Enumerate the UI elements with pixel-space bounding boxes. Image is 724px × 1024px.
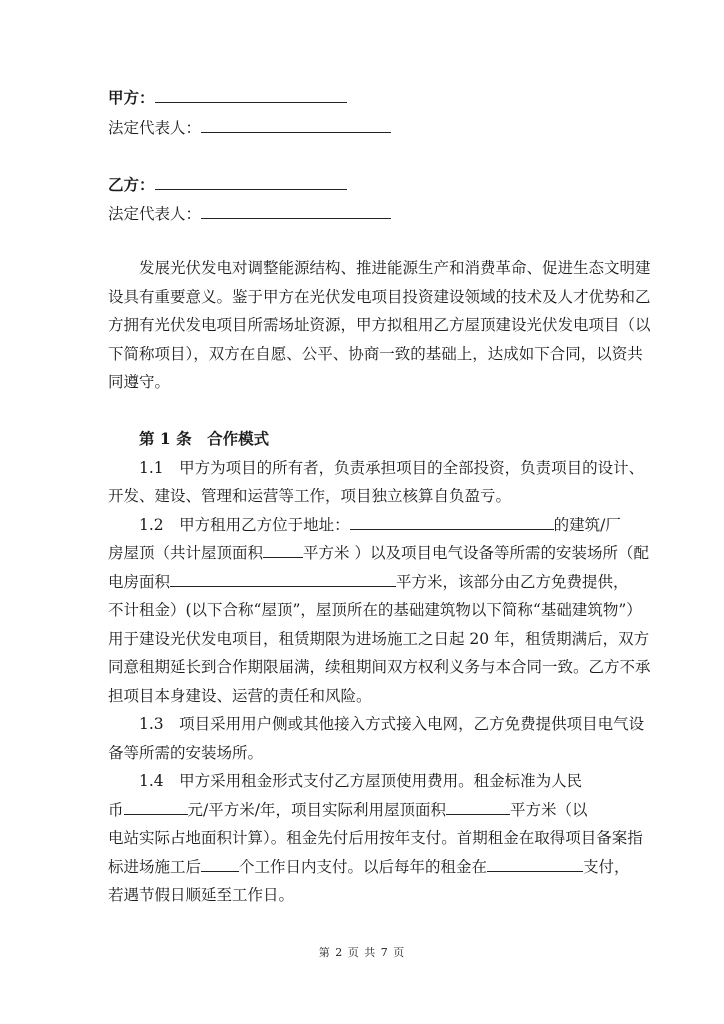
roof-area-blank [263, 543, 303, 558]
preamble-line: 下简称项目），双方在自愿、公平、协商一致的基础上，达成如下合同，以资共 [108, 344, 643, 363]
clause-1-4-line: 电站实际占地面积计算）。租金先付后用按年支付。首期租金在取得项目备案指 [108, 829, 643, 847]
clause-1-2-line: 不计租金）(以下合称“屋顶”，屋顶所在的基础建筑物以下简称“基础建筑物”） [108, 601, 642, 619]
used-roof-area-blank [446, 800, 510, 815]
preamble-line: 同遵守。 [108, 373, 171, 391]
party-b-label: 乙方： [108, 175, 155, 194]
payment-days-blank [201, 857, 239, 872]
clause-text: 平方米 ）以及项目电气设备等所需的安装场所（配 [303, 544, 649, 562]
rep-a-label: 法定代表人： [108, 119, 202, 137]
clause-text: 1.2 甲方租用乙方位于地址： [139, 515, 350, 534]
clause-1-4-line [108, 853, 628, 882]
clause-text: 标进场施工后 [108, 857, 202, 876]
clause-1-4-line: 1.4 甲方采用租金形式支付乙方屋顶使用费用。租金标准为人民 [139, 772, 583, 790]
clause-1-1-line: 1.1 甲方为项目的所有者，负责承担项目的全部投资，负责项目的设计、 [139, 458, 645, 477]
clause-1-2-line: 担项目本身建设、运营的责任和风险。 [108, 686, 372, 705]
address-blank [350, 515, 554, 530]
preamble-line: 设具有重要意义。鉴于甲方在光伏发电项目投资建设领域的技术及人才优势和乙 [108, 287, 651, 306]
rep-b-line [108, 204, 391, 224]
clause-text: 电房面积 [108, 572, 171, 591]
clause-text: 平方米，该部分由乙方免费提供， [396, 572, 629, 591]
party-a-label: 甲方： [108, 88, 155, 107]
clause-1-4-line [108, 796, 628, 825]
clause-text: 的建筑/厂 [553, 515, 621, 534]
party-a-blank [155, 88, 347, 103]
clause-1-2-line [108, 539, 649, 568]
article-1 [108, 425, 651, 910]
party-a-line [108, 88, 347, 108]
preamble-paragraph [108, 254, 651, 397]
rep-b-blank [201, 204, 391, 219]
clause-text: 支付， [583, 857, 630, 876]
article-heading: 第 1 条 合作模式 [139, 429, 270, 448]
clause-1-2-line: 同意租期延长到合作期限届满，续租期间双方权利义务与本合同一致。乙方不承 [108, 658, 651, 676]
clause-1-3-line: 1.3 项目采用用户侧或其他接入方式接入电网，乙方免费提供项目电气设 [139, 715, 645, 733]
clause-1-2-line: 用于建设光伏发电项目，租赁期限为进场施工之日起 20 年，租赁期满后，双方 [108, 629, 650, 648]
rep-a-line [108, 118, 391, 138]
rep-b-label: 法定代表人： [108, 205, 202, 223]
clause-text: 币 [108, 800, 124, 819]
power-room-area-blank [170, 572, 396, 587]
page-footer: 第 2 页 共 7 页 [318, 946, 406, 959]
clause-1-2-line [108, 568, 628, 597]
preamble-line: 发展光伏发电对调整能源结构、推进能源生产和消费革命、促进生态文明建 [139, 259, 651, 277]
clause-text: 房屋顶（共计屋顶面积 [108, 544, 264, 562]
clause-1-4-line: 若遇节假日顺延至工作日。 [108, 886, 295, 904]
clause-1-3-line: 备等所需的安装场所。 [108, 743, 264, 762]
clause-text: 元/平方米/年，项目实际利用屋顶面积 [187, 800, 446, 819]
rent-rate-blank [124, 800, 188, 815]
annual-payment-date-blank [487, 857, 583, 872]
clause-text: 平方米（以 [509, 800, 588, 819]
preamble-line: 方拥有光伏发电项目所需场址资源，甲方拟租用乙方屋顶建设光伏发电项目（以 [108, 316, 651, 334]
clause-1-1-line: 开发、建设、管理和运营等工作，项目独立核算自负盈亏。 [108, 487, 512, 505]
rep-a-blank [201, 118, 391, 133]
party-b-blank [155, 175, 347, 190]
clause-text: 个工作日内支付。以后每年的租金在 [239, 857, 488, 876]
party-b-line [108, 175, 347, 195]
clause-1-2-line [108, 511, 628, 540]
